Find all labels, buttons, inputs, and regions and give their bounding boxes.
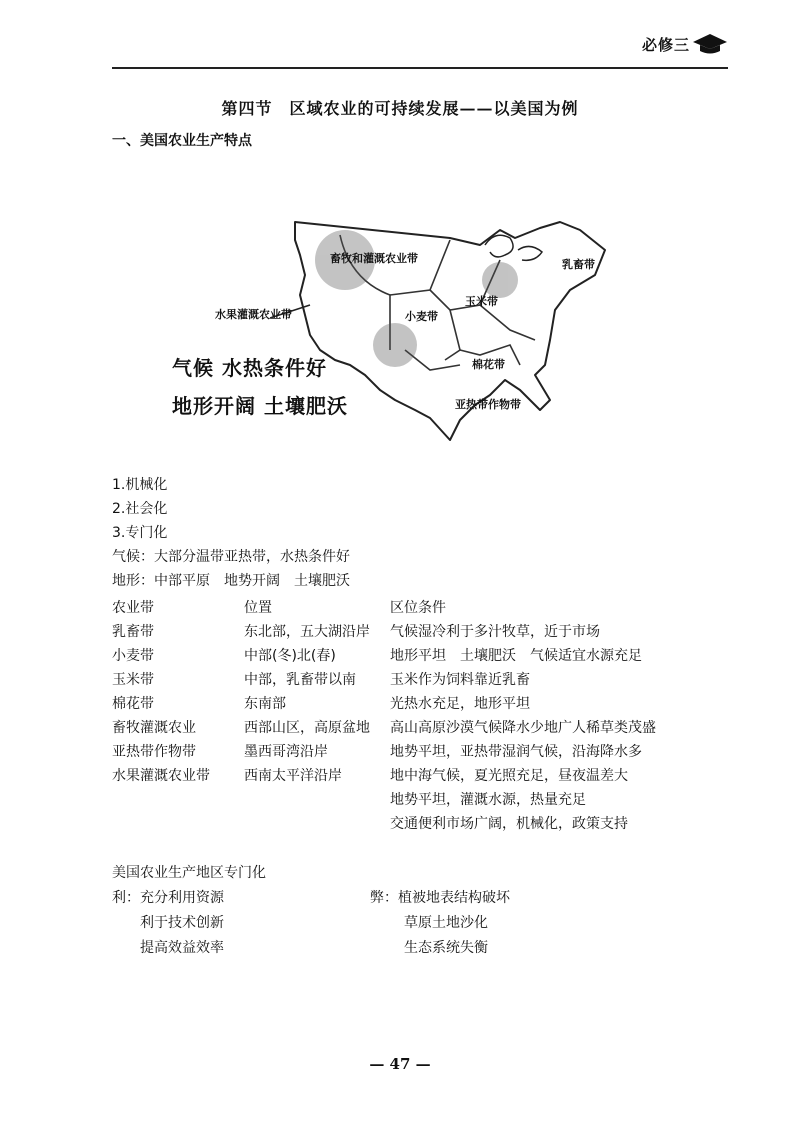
handwritten-note-1: 气候 水热条件好	[172, 356, 327, 380]
region-border	[480, 305, 535, 340]
pros-label: 利：充分利用资源	[112, 890, 224, 906]
map-label-corn: 玉米带	[465, 295, 498, 308]
climate-line: 气候：大部分温带亚热带，水热条件好	[112, 549, 350, 565]
map-label-wheat: 小麦带	[405, 310, 438, 323]
table-cell-belt: 棉花带	[112, 696, 154, 712]
region-border	[390, 240, 450, 295]
table-header-belt: 农业带	[112, 600, 154, 616]
map-label-subtropical: 亚热带作物带	[455, 398, 521, 411]
header-rule	[112, 67, 728, 69]
table-cell-conditions: 地中海气候，夏光照充足，昼夜温差大	[390, 768, 628, 784]
table-cell-conditions: 光热水充足，地形平坦	[390, 696, 530, 712]
table-cell-belt: 畜牧灌溉农业	[112, 720, 196, 736]
cons-label: 弊：植被地表结构破坏	[370, 890, 510, 906]
terrain-line: 地形：中部平原 地势开阔 土壤肥沃	[112, 573, 350, 589]
map-label-northeast: 乳畜带	[562, 258, 595, 271]
table-cell-belt: 小麦带	[112, 648, 154, 664]
map-label-west: 水果灌溉农业带	[215, 308, 292, 321]
feature-item: 1.机械化	[112, 477, 168, 493]
table-cell-conditions: 高山高原沙漠气候降水少地广人稀草类茂盛	[390, 720, 656, 736]
shaded-region	[373, 323, 417, 367]
table-cell-location: 西部山区，高原盆地	[244, 720, 370, 736]
table-cell-conditions: 地势平坦，亚热带湿润气候，沿海降水多	[390, 744, 642, 760]
section-heading: 一、美国农业生产特点	[112, 133, 252, 149]
table-cell-location: 西南太平洋沿岸	[244, 768, 342, 784]
pros-item: 利于技术创新	[140, 915, 224, 931]
great-lakes	[518, 246, 542, 260]
shaded-region	[482, 262, 518, 298]
table-cell-conditions: 地形平坦 土壤肥沃 气候适宜水源充足	[390, 648, 642, 664]
map-label-northwest: 畜牧和灌溉农业带	[330, 252, 418, 265]
table-cell-conditions: 地势平坦，灌溉水源，热量充足	[390, 792, 586, 808]
table-cell-location: 中部(冬)北(春)	[244, 648, 336, 664]
cons-item: 生态系统失衡	[404, 940, 488, 956]
table-cell-location: 东南部	[244, 696, 286, 712]
handwritten-note-2: 地形开阔 土壤肥沃	[172, 394, 348, 418]
table-header-conditions: 区位条件	[390, 600, 446, 616]
table-cell-belt: 乳畜带	[112, 624, 154, 640]
page-title: 第四节 区域农业的可持续发展——以美国为例	[221, 99, 579, 118]
table-cell-conditions: 交通便利市场广阔，机械化，政策支持	[390, 816, 628, 832]
table-cell-conditions: 气候湿冷利于多汁牧草，近于市场	[390, 624, 600, 640]
pros-item: 提高效益效率	[140, 940, 224, 956]
page-number: — 47 —	[369, 1055, 431, 1073]
graduation-cap-icon	[692, 32, 728, 56]
table-header-location: 位置	[244, 600, 272, 616]
table-cell-location: 中部，乳畜带以南	[244, 672, 356, 688]
map-label-cotton: 棉花带	[472, 358, 505, 371]
header-label: 必修三	[641, 36, 690, 54]
specialization-heading: 美国农业生产地区专门化	[112, 865, 266, 881]
table-cell-conditions: 玉米作为饲料靠近乳畜	[390, 672, 530, 688]
region-border	[445, 310, 460, 360]
table-cell-belt: 水果灌溉农业带	[112, 768, 210, 784]
table-cell-location: 墨西哥湾沿岸	[244, 744, 328, 760]
table-cell-belt: 亚热带作物带	[112, 744, 196, 760]
table-cell-belt: 玉米带	[112, 672, 154, 688]
cons-item: 草原土地沙化	[404, 915, 488, 931]
table-cell-location: 东北部，五大湖沿岸	[244, 624, 370, 640]
feature-item: 2.社会化	[112, 501, 168, 517]
feature-item: 3.专门化	[112, 525, 168, 541]
